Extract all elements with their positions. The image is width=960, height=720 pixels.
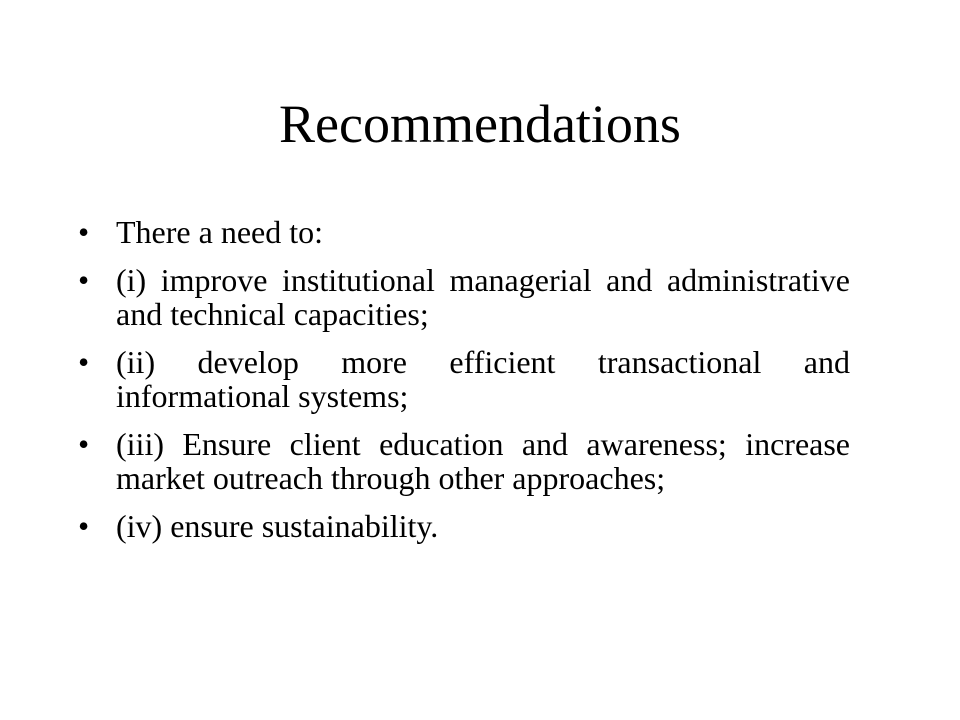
bullet-text: (i) improve institutional managerial and administrative and technical capacities;: [116, 262, 850, 332]
bullet-icon: •: [78, 508, 90, 544]
bullet-text: (iv) ensure sustainability.: [116, 508, 439, 544]
bullet-item: [78, 427, 850, 495]
bullet-text: (iii) Ensure client education and awareness; increase market outreach through other approaches;: [116, 426, 850, 496]
bullet-item: [78, 215, 850, 249]
bullet-icon: •: [78, 344, 90, 380]
bullet-icon: •: [78, 426, 90, 462]
bullet-item: [78, 509, 850, 543]
bullet-list: [78, 215, 850, 557]
bullet-icon: •: [78, 262, 90, 298]
bullet-text: (ii) develop more efficient transactional and informational systems;: [116, 344, 850, 414]
bullet-text: There a need to:: [116, 214, 323, 250]
bullet-item: [78, 345, 850, 413]
bullet-item: [78, 263, 850, 331]
bullet-icon: •: [78, 214, 90, 250]
slide-title: Recommendations: [279, 94, 681, 154]
